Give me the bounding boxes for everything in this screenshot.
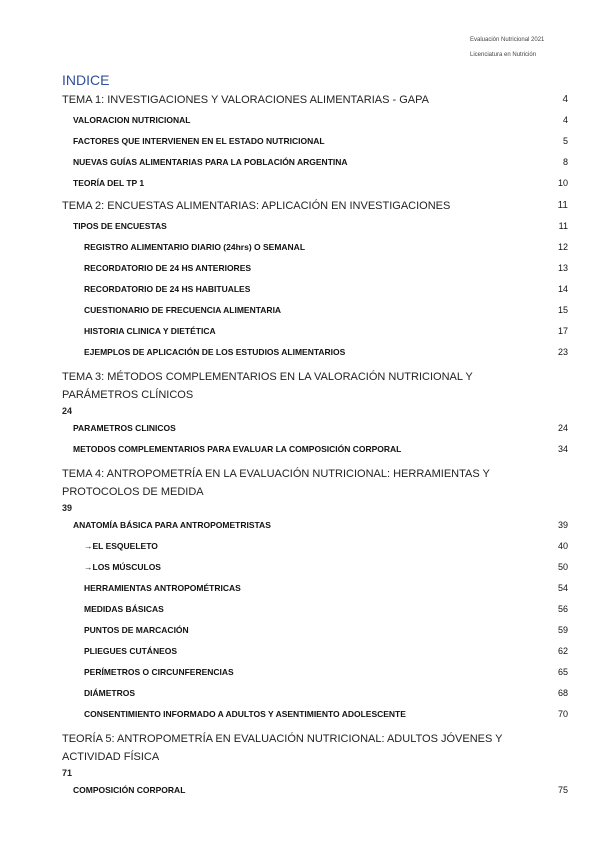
toc-entry-page: 23	[557, 347, 568, 357]
toc-entry[interactable]	[62, 784, 568, 796]
toc-entry-title: CONSENTIMIENTO INFORMADO A ADULTOS Y ASENTIMIENTO ADOLESCENTE	[84, 709, 406, 719]
toc-entry[interactable]	[62, 645, 568, 657]
toc-entry-title: TEMA 1: INVESTIGACIONES Y VALORACIONES ALIMENTARIAS - GAPA	[62, 94, 429, 106]
toc-entry[interactable]	[62, 304, 568, 316]
toc-entry-page: 71	[62, 768, 73, 778]
toc-entry-page: 65	[557, 667, 568, 677]
toc-entry-page: 11	[557, 200, 568, 211]
toc-entry-title: PLIEGUES CUTÁNEOS	[84, 646, 178, 656]
toc-entry-page: 4	[562, 94, 568, 105]
toc-entry[interactable]	[62, 603, 568, 615]
toc-entry-title: PUNTOS DE MARCACIÓN	[84, 625, 189, 635]
toc-entry[interactable]	[62, 114, 568, 126]
index-title: INDICE	[62, 72, 110, 88]
toc-entry[interactable]	[62, 283, 568, 295]
toc-entry-page: 15	[557, 305, 568, 315]
toc-entry[interactable]	[62, 198, 568, 214]
toc-entry[interactable]	[62, 177, 568, 189]
toc-entry-title: →EL ESQUELETO	[84, 541, 158, 551]
toc-entry-page: 39	[557, 520, 568, 530]
toc-entry-title: TEMA 4: ANTROPOMETRÍA EN LA EVALUACIÓN NUTRICIONAL: HERRAMIENTAS Y PROTOCOLOS DE MEDIDA	[62, 468, 490, 498]
toc-entry-title: RECORDATORIO DE 24 HS HABITUALES	[84, 284, 251, 294]
toc-entry-page: 40	[557, 541, 568, 551]
toc-entry-title: EJEMPLOS DE APLICACIÓN DE LOS ESTUDIOS ALIMENTARIOS	[84, 347, 346, 357]
toc-entry-title: ANATOMÍA BÁSICA PARA ANTROPOMETRISTAS	[73, 520, 271, 530]
toc-entry[interactable]	[62, 262, 568, 274]
toc-entry-page: 10	[557, 178, 568, 188]
toc-entry[interactable]	[62, 464, 568, 515]
toc-entry[interactable]	[62, 346, 568, 358]
toc-entry-page: 4	[562, 115, 568, 125]
toc-entry-title: →LOS MÚSCULOS	[84, 562, 161, 572]
toc-entry-title: TIPOS DE ENCUESTAS	[73, 221, 167, 231]
toc-entry[interactable]	[62, 325, 568, 337]
toc-entry[interactable]	[62, 687, 568, 699]
toc-entry-title: PERÍMETROS O CIRCUNFERENCIAS	[84, 667, 234, 677]
toc-entry[interactable]	[62, 729, 568, 780]
toc-entry-page: 50	[557, 562, 568, 572]
toc-entry-page: 70	[557, 709, 568, 719]
toc-entry[interactable]	[62, 367, 568, 418]
toc-entry[interactable]	[62, 92, 568, 108]
toc-entry-page: 54	[557, 583, 568, 593]
toc-entry[interactable]	[62, 220, 568, 232]
toc-entry-title: COMPOSICIÓN CORPORAL	[73, 785, 186, 795]
toc-entry-page: 75	[557, 785, 568, 795]
toc-entry-title: NUEVAS GUÍAS ALIMENTARIAS PARA LA POBLACIÓN ARGENTINA	[73, 157, 348, 167]
toc-entry-title: TEMA 3: MÉTODOS COMPLEMENTARIOS EN LA VALORACIÓN NUTRICIONAL Y PARÁMETROS CLÍNICOS	[62, 371, 473, 401]
toc-entry-page: 8	[562, 157, 568, 167]
header-course: Evaluación Nutricional 2021	[470, 37, 545, 43]
toc-entry-page: 59	[557, 625, 568, 635]
toc-entry-title: RECORDATORIO DE 24 HS ANTERIORES	[84, 263, 252, 273]
toc-entry-title: METODOS COMPLEMENTARIOS PARA EVALUAR LA COMPOSICIÓN CORPORAL	[73, 444, 402, 454]
toc-entry-title: HISTORIA CLINICA Y DIETÉTICA	[84, 326, 216, 336]
toc-entry-page: 5	[562, 136, 568, 146]
toc-entry[interactable]	[62, 708, 568, 720]
toc-entry[interactable]	[62, 156, 568, 168]
toc-entry-title: VALORACION NUTRICIONAL	[73, 115, 191, 125]
toc-entry[interactable]	[62, 241, 568, 253]
document-header	[470, 37, 580, 59]
toc-entry-page: 34	[557, 444, 568, 454]
toc-entry-page: 39	[62, 503, 73, 513]
toc-entry-title: REGISTRO ALIMENTARIO DIARIO (24hrs) O SEMANAL	[84, 242, 306, 252]
toc-entry-page: 68	[557, 688, 568, 698]
toc-entry-title: CUESTIONARIO DE FRECUENCIA ALIMENTARIA	[84, 305, 282, 315]
toc-entry-page: 12	[557, 242, 568, 252]
toc-entry[interactable]	[62, 666, 568, 678]
toc-entry-title: HERRAMIENTAS ANTROPOMÉTRICAS	[84, 583, 241, 593]
toc-entry[interactable]	[62, 519, 568, 531]
toc-entry[interactable]	[62, 624, 568, 636]
toc-entry-page: 14	[557, 284, 568, 294]
toc-entry[interactable]	[62, 540, 568, 552]
toc-entry-title: TEORÍA 5: ANTROPOMETRÍA EN EVALUACIÓN NUTRICIONAL: ADULTOS JÓVENES Y ACTIVIDAD FÍSICA	[62, 733, 503, 763]
toc-entry[interactable]	[62, 422, 568, 434]
toc-entry-title: FACTORES QUE INTERVIENEN EN EL ESTADO NUTRICIONAL	[73, 136, 325, 146]
toc-entry[interactable]	[62, 582, 568, 594]
header-degree: Licenciatura en Nutrición	[470, 52, 537, 58]
toc-entry[interactable]	[62, 561, 568, 573]
table-of-contents	[62, 92, 568, 805]
toc-entry-page: 17	[557, 326, 568, 336]
toc-entry-title: DIÁMETROS	[84, 688, 135, 698]
toc-entry-title: TEMA 2: ENCUESTAS ALIMENTARIAS: APLICACIÓN EN INVESTIGACIONES	[62, 200, 451, 212]
toc-entry[interactable]	[62, 443, 568, 455]
toc-entry[interactable]	[62, 135, 568, 147]
toc-entry-page: 24	[62, 406, 73, 416]
toc-entry-title: MEDIDAS BÁSICAS	[84, 604, 164, 614]
toc-entry-title: TEORÍA DEL TP 1	[73, 178, 145, 188]
toc-entry-page: 13	[557, 263, 568, 273]
toc-entry-page: 62	[557, 646, 568, 656]
toc-entry-page: 11	[558, 221, 568, 231]
toc-entry-title: PARAMETROS CLINICOS	[73, 423, 176, 433]
toc-entry-page: 24	[557, 423, 568, 433]
toc-entry-page: 56	[557, 604, 568, 614]
